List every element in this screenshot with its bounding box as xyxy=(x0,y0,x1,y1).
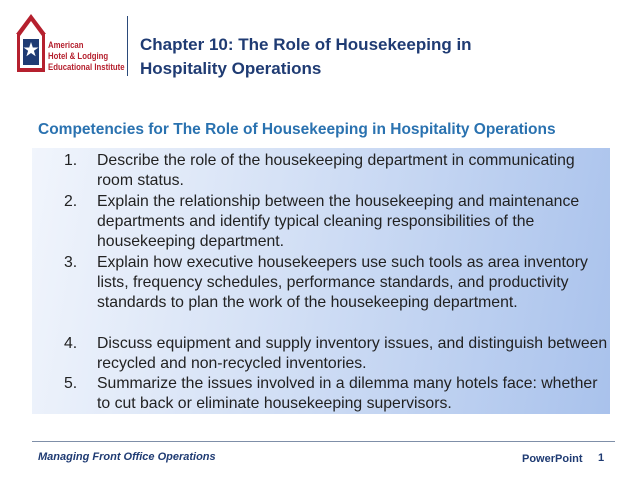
item-number: 1. xyxy=(64,152,78,169)
footer-powerpoint-label: PowerPoint xyxy=(522,453,583,465)
item-text: Describe the role of the housekeeping department in communicating room status. xyxy=(97,152,575,189)
chapter-title-line-1: Chapter 10: The Role of Housekeeping in xyxy=(140,35,472,54)
footer-divider xyxy=(32,441,615,442)
item-number: 2. xyxy=(64,193,78,210)
competency-list xyxy=(62,151,610,414)
chapter-title-line-2: Hospitality Operations xyxy=(140,59,322,78)
ahlei-logo xyxy=(14,12,126,78)
list-item xyxy=(62,253,610,334)
header-divider xyxy=(127,16,128,76)
list-item xyxy=(62,151,610,192)
logo-text xyxy=(48,40,125,73)
logo-line-3: Educational Institute xyxy=(48,62,125,73)
logo-line-2: Hotel & Lodging xyxy=(48,51,109,62)
list-item xyxy=(62,374,610,414)
footer-book-title: Managing Front Office Operations xyxy=(38,451,216,463)
item-number: 4. xyxy=(64,335,78,352)
list-item xyxy=(62,334,610,374)
chapter-title xyxy=(140,33,560,81)
logo-line-1: American xyxy=(48,40,84,51)
item-text: Summarize the issues involved in a dilemma many hotels face: whether to cut back or eliminate housekeeping supervisors. xyxy=(97,375,598,412)
item-text: Explain how executive housekeepers use such tools as area inventory lists, frequency schedules, performance standards, and productivity standards to plan the work of the housekeeping department. xyxy=(97,254,588,311)
item-number: 5. xyxy=(64,375,78,392)
item-number: 3. xyxy=(64,254,78,271)
list-item xyxy=(62,192,610,253)
item-text: Discuss equipment and supply inventory issues, and distinguish between recycled and non-recycled inventories. xyxy=(97,335,608,372)
item-text: Explain the relationship between the housekeeping and maintenance departments and identify typical cleaning responsibilities of the housekeeping department. xyxy=(97,193,580,250)
house-star-logo-icon xyxy=(14,12,48,74)
page-number: 1 xyxy=(598,452,605,464)
slide-heading: Competencies for The Role of Housekeeping in Hospitality Operations xyxy=(38,121,556,138)
